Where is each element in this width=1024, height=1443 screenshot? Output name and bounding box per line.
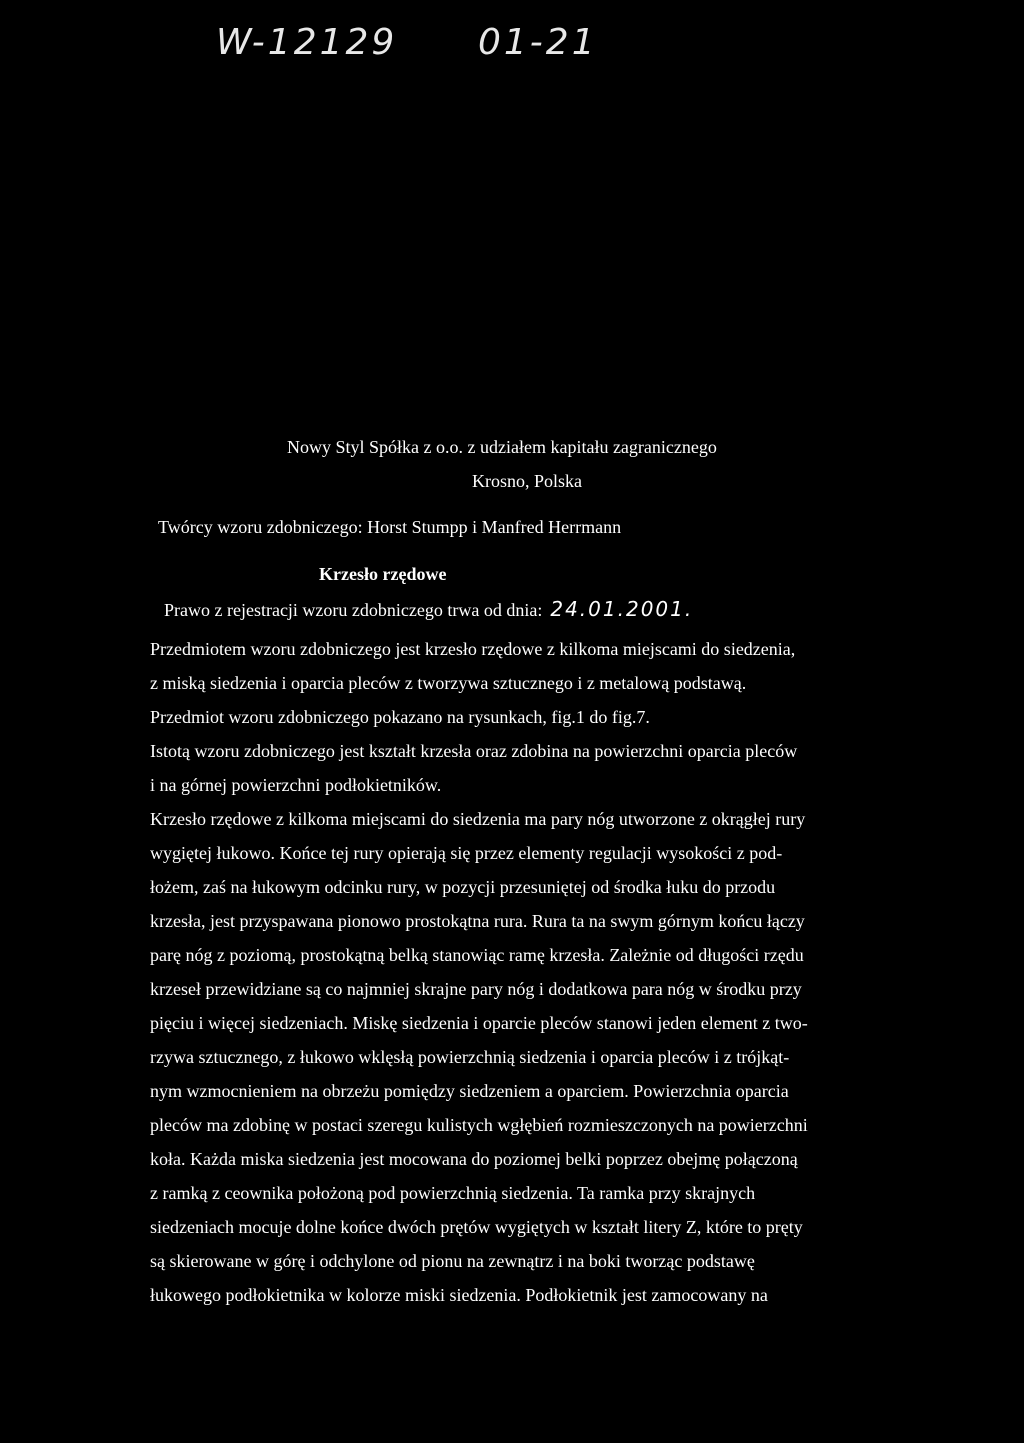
description-line: nym wzmocnieniem na obrzeżu pomiędzy siedzeniem a oparciem. Powierzchnia oparcia [150, 1081, 789, 1101]
handwritten-reference: W-12129 [216, 22, 398, 63]
description-line: parę nóg z poziomą, prostokątną belką stanowiąc ramę krzesła. Zależnie od długości rzędu [150, 945, 804, 965]
location-line: Krosno, Polska [472, 471, 583, 491]
creators-line: Twórcy wzoru zdobniczego: Horst Stumpp i Manfred Herrmann [158, 517, 622, 537]
description-line: siedzeniach mocuje dolne końce dwóch prętów wygiętych w kształt litery Z, które to pręty [150, 1217, 803, 1237]
description-line: pięciu i więcej siedzeniach. Miskę siedzenia i oparcie pleców stanowi jeden element z two- [150, 1013, 808, 1033]
description-line: Istotą wzoru zdobniczego jest kształt krzesła oraz zdobina na powierzchni oparcia pleców [150, 741, 798, 761]
document-title: Krzesło rzędowe [319, 564, 447, 584]
applicant-line: Nowy Styl Spółka z o.o. z udziałem kapitału zagranicznego [287, 437, 717, 457]
description-line: łukowego podłokietnika w kolorze miski siedzenia. Podłokietnik jest zamocowany na [150, 1285, 768, 1305]
description-line: rzywa sztucznego, z łukowo wklęsłą powierzchnią siedzenia i oparcia pleców i z trójkąt- [150, 1047, 790, 1067]
description-line: z ramką z ceownika położoną pod powierzchnią siedzenia. Ta ramka przy skrajnych [150, 1183, 756, 1203]
description-line: z miską siedzenia i oparcia pleców z tworzywa sztucznego i z metalową podstawą. [150, 673, 747, 693]
rights-label: Prawo z rejestracji wzoru zdobniczego trwa od dnia: [164, 600, 543, 620]
description-line: Krzesło rzędowe z kilkoma miejscami do siedzenia ma pary nóg utworzone z okrągłej rury [150, 809, 806, 829]
description-line: Przedmiot wzoru zdobniczego pokazano na rysunkach, fig.1 do fig.7. [150, 707, 650, 727]
rights-date-handwritten: 24.01.2001. [550, 597, 694, 621]
description-line: krzeseł przewidziane są co najmniej skrajne pary nóg i dodatkowa para nóg w środku przy [150, 979, 802, 999]
description-line: krzesła, jest przyspawana pionowo prostokątna rura. Rura ta na swym górnym końcu łączy [150, 911, 805, 931]
description-line: są skierowane w górę i odchylone od pionu na zewnątrz i na boki tworząc podstawę [150, 1251, 755, 1271]
description-body [150, 638, 925, 1318]
description-line: pleców ma zdobinę w postaci szeregu kulistych wgłębień rozmieszczonych na powierzchni [150, 1115, 808, 1135]
description-line: i na górnej powierzchni podłokietników. [150, 775, 442, 795]
description-line: koła. Każda miska siedzenia jest mocowana do poziomej belki poprzez obejmę połączoną [150, 1149, 798, 1169]
description-line: łożem, zaś na łukowym odcinku rury, w pozycji przesuniętej od środka łuku do przodu [150, 877, 776, 897]
handwritten-code: 01-21 [478, 22, 598, 63]
rights-line [164, 598, 693, 621]
description-line: Przedmiotem wzoru zdobniczego jest krzesło rzędowe z kilkoma miejscami do siedzenia, [150, 639, 796, 659]
description-line: wygiętej łukowo. Końce tej rury opierają się przez elementy regulacji wysokości z pod- [150, 843, 783, 863]
